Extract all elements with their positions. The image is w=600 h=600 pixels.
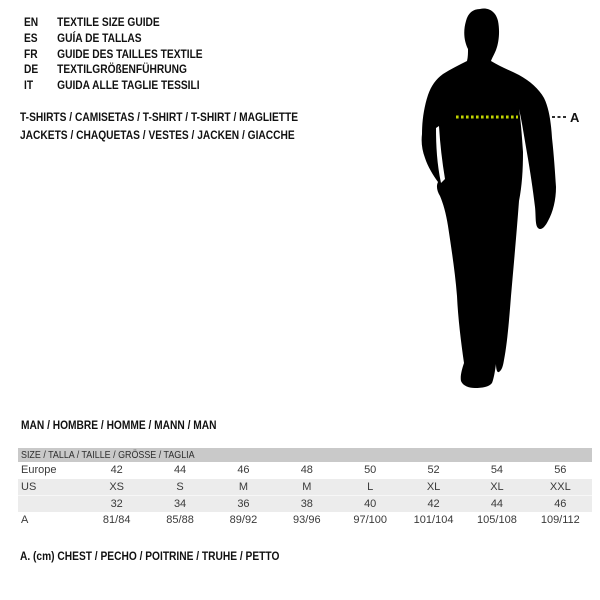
size-value: M [302,480,312,493]
size-value: 44 [173,464,187,477]
category-line-jackets: JACKETS / CHAQUETAS / VESTES / JACKEN / GIACCHE [20,128,295,143]
size-value: 44 [490,497,504,510]
category-line-tshirts: T-SHIRTS / CAMISETAS / T-SHIRT / T-SHIRT / MAGLIETTE [20,110,299,124]
size-value: 105/108 [477,513,517,526]
size-value: 97/100 [353,513,388,526]
language-code: IT [24,78,34,93]
size-value: 93/96 [293,513,321,526]
size-table-header-text: SIZE / TALLA / TAILLE / GRÖSSE / TAGLIA [21,449,195,461]
footnote: A. (cm) CHEST / PECHO / POITRINE / TRUHE / PETTO [20,549,280,563]
size-value: 46 [554,497,567,510]
row-label: US [21,480,37,493]
size-value: 40 [364,497,377,510]
language-label: TEXTILE SIZE GUIDE [57,15,160,29]
size-value: 89/92 [229,513,258,526]
language-code: FR [24,46,38,61]
man-figure [400,0,600,420]
size-value: M [238,480,249,493]
size-value: 50 [364,464,377,477]
language-label: GUIDA ALLE TAGLIE TESSILI [57,78,200,93]
measure-label-a: A [570,110,580,125]
size-value: 52 [427,464,440,477]
size-value: 109/112 [540,513,580,526]
size-table-header [18,448,592,462]
language-code: EN [24,15,39,29]
size-value: 36 [237,497,250,510]
language-item [24,47,203,63]
size-value: XL [426,480,441,493]
language-item [24,31,203,47]
row-label: A [21,513,29,526]
language-code: DE [24,62,39,77]
language-list [24,15,203,94]
language-code: ES [24,30,38,45]
size-value: 101/104 [413,513,454,526]
size-value: 42 [427,497,440,510]
language-item [24,15,203,31]
language-item [24,78,203,94]
language-label: GUIDE DES TAILLES TEXTILE [57,46,203,61]
size-value: 56 [554,464,567,477]
size-value: 38 [300,497,313,510]
size-value: 85/88 [166,513,194,526]
category-lines [20,108,298,145]
size-value: XS [109,480,125,493]
language-item [24,62,203,78]
man-silhouette [400,0,600,420]
size-value: XL [490,480,504,493]
size-value: 46 [237,464,250,477]
size-value: 32 [110,497,123,510]
size-table-rows [18,462,592,528]
man-silhouette-body [422,9,556,388]
table-row [18,512,592,529]
language-label: TEXTILGRÖßENFÜHRUNG [57,62,187,77]
language-label: GUÍA DE TALLAS [57,30,142,45]
table-row [18,495,592,512]
size-value: L [367,480,374,493]
size-value: 81/84 [102,513,131,526]
row-label: Europe [21,464,57,477]
size-value: S [176,480,184,493]
section-title: MAN / HOMBRE / HOMME / MANN / MAN [21,418,217,432]
size-value: 42 [110,464,123,477]
size-table [18,448,592,528]
size-value: 54 [490,464,504,477]
table-row [18,479,592,496]
size-value: 34 [173,497,187,510]
size-value: 48 [300,464,313,477]
table-row [18,462,592,479]
size-value: XXL [549,480,571,493]
